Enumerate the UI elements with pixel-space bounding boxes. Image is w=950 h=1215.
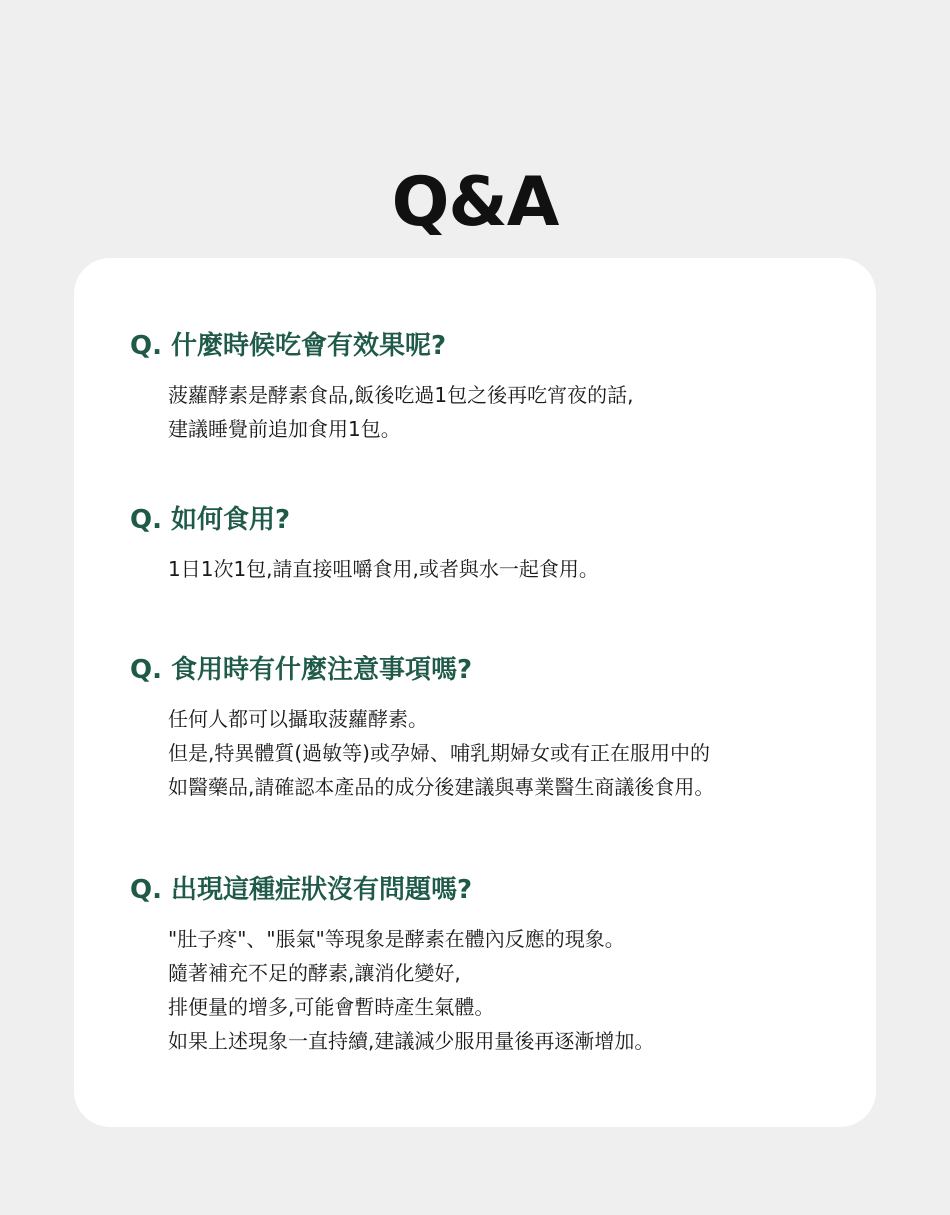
- answer-line: 建議睡覺前追加食用1包。: [168, 417, 401, 441]
- qa-item: [130, 872, 850, 1058]
- qa-item: [130, 502, 850, 586]
- answer-text: [168, 702, 850, 804]
- answer-text: [168, 922, 850, 1058]
- question-heading: Q. 如何食用?: [130, 505, 291, 535]
- answer-line: 但是,特異體質(過敏等)或孕婦、哺乳期婦女或有正在服用中的: [168, 741, 710, 765]
- answer-line: 隨著補充不足的酵素,讓消化變好,: [168, 961, 461, 985]
- question-heading: Q. 食用時有什麼注意事項嗎?: [130, 655, 473, 685]
- qa-item: [130, 652, 850, 804]
- answer-line: 任何人都可以攝取菠蘿酵素。: [168, 707, 428, 731]
- answer-line: 1日1次1包,請直接咀嚼食用,或者與水一起食用。: [168, 557, 599, 581]
- answer-text: [168, 552, 850, 586]
- question-heading: Q. 出現這種症狀沒有問題嗎?: [130, 875, 473, 905]
- answer-line: 如醫藥品,請確認本產品的成分後建議與專業醫生商議後食用。: [168, 775, 715, 799]
- answer-line: 菠蘿酵素是酵素食品,飯後吃過1包之後再吃宵夜的話,: [168, 383, 634, 407]
- answer-line: "肚子疼"、"脹氣"等現象是酵素在體內反應的現象。: [168, 927, 625, 951]
- answer-line: 如果上述現象一直持續,建議減少服用量後再逐漸增加。: [168, 1029, 655, 1053]
- qa-card: [74, 258, 876, 1127]
- answer-text: [168, 378, 850, 446]
- answer-line: 排便量的增多,可能會暫時產生氣體。: [168, 995, 495, 1019]
- question-heading: Q. 什麼時候吃會有效果呢?: [130, 331, 447, 361]
- page-title: Q&A: [391, 162, 559, 242]
- qa-item: [130, 328, 850, 446]
